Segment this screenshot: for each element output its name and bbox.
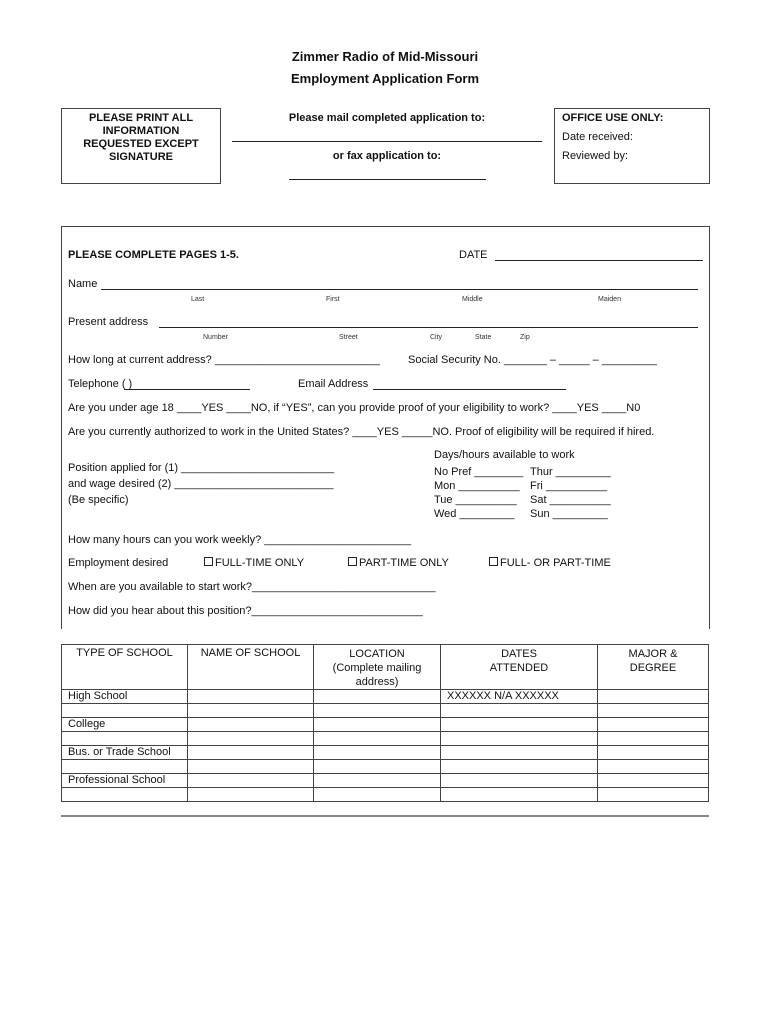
school-location-cell[interactable] <box>314 788 441 802</box>
part-time-label: PART-TIME ONLY <box>359 557 449 569</box>
school-name-cell[interactable] <box>188 718 314 732</box>
days-sat[interactable]: Sat __________ <box>530 494 611 506</box>
position-note: (Be specific) <box>68 494 129 506</box>
school-type-cell <box>62 760 188 774</box>
print-instructions-line: SIGNATURE <box>109 151 173 163</box>
school-major-cell[interactable] <box>598 788 709 802</box>
table-row <box>62 732 709 746</box>
office-use-title: OFFICE USE ONLY: <box>562 112 664 124</box>
school-type-cell <box>62 788 188 802</box>
address-sub-city: City <box>430 334 443 341</box>
fax-label: or fax application to: <box>332 150 442 162</box>
school-major-cell[interactable] <box>598 746 709 760</box>
mail-label: Please mail completed application to: <box>288 112 486 124</box>
date-received-label: Date received: <box>562 131 633 143</box>
checkbox-icon[interactable] <box>489 557 498 566</box>
school-dates-cell[interactable] <box>441 718 598 732</box>
school-location-cell[interactable] <box>314 774 441 788</box>
position-field-2[interactable]: and wage desired (2) __________________________ <box>68 478 334 490</box>
header-major-degree: MAJOR & DEGREE <box>598 645 709 690</box>
print-instructions-line: PLEASE PRINT ALL <box>88 112 194 124</box>
school-type-cell <box>62 704 188 718</box>
school-major-cell[interactable] <box>598 732 709 746</box>
name-field[interactable] <box>101 289 698 290</box>
address-sub-state: State <box>475 334 492 341</box>
school-location-cell[interactable] <box>314 732 441 746</box>
school-name-cell[interactable] <box>188 732 314 746</box>
date-field[interactable] <box>495 260 703 261</box>
school-dates-cell[interactable] <box>441 760 598 774</box>
mail-address-line[interactable] <box>232 141 542 142</box>
telephone-label: Telephone ( ) <box>68 378 133 390</box>
school-type-cell: High School <box>62 690 188 704</box>
school-name-cell[interactable] <box>188 774 314 788</box>
bottom-divider <box>61 815 709 817</box>
days-hours-list <box>434 465 611 521</box>
table-row <box>62 788 709 802</box>
position-field-1[interactable]: Position applied for (1) _________________________ <box>68 462 335 474</box>
school-dates-cell[interactable] <box>441 774 598 788</box>
table-row <box>62 746 709 760</box>
email-field[interactable] <box>373 389 566 390</box>
education-table <box>61 644 709 802</box>
school-name-cell[interactable] <box>188 704 314 718</box>
school-name-cell[interactable] <box>188 760 314 774</box>
school-type-cell <box>62 732 188 746</box>
school-location-cell[interactable] <box>314 760 441 774</box>
fax-number-line[interactable] <box>289 179 486 180</box>
date-label: DATE <box>459 249 488 261</box>
full-or-part-time-option[interactable] <box>489 557 611 569</box>
days-hours-title: Days/hours available to work <box>434 449 575 461</box>
school-dates-cell[interactable] <box>441 704 598 718</box>
checkbox-icon[interactable] <box>204 557 213 566</box>
full-time-option[interactable] <box>204 557 304 569</box>
hours-weekly-field[interactable]: How many hours can you work weekly? ________________________ <box>68 534 412 546</box>
checkbox-icon[interactable] <box>348 557 357 566</box>
header-dates-attended: DATES ATTENDED <box>441 645 598 690</box>
table-row <box>62 690 709 704</box>
print-instructions-line: REQUESTED EXCEPT <box>83 138 199 150</box>
start-work-field[interactable]: When are you available to start work?______________________________ <box>68 581 436 593</box>
school-major-cell[interactable] <box>598 760 709 774</box>
header-type-of-school: TYPE OF SCHOOL <box>62 645 188 690</box>
email-label: Email Address <box>298 378 369 390</box>
form-title-line1: Zimmer Radio of Mid-Missouri <box>291 49 479 64</box>
form-title-line2: Employment Application Form <box>290 71 480 86</box>
school-location-cell[interactable] <box>314 690 441 704</box>
employment-desired-label: Employment desired <box>68 557 169 569</box>
name-sub-first: First <box>326 296 340 303</box>
days-thur[interactable]: Thur _________ <box>530 466 611 478</box>
table-row <box>62 704 709 718</box>
telephone-field[interactable] <box>124 389 250 390</box>
school-major-cell[interactable] <box>598 690 709 704</box>
education-header-row <box>62 645 709 690</box>
how-long-field[interactable]: How long at current address? ___________________________ <box>68 354 380 366</box>
header-name-of-school: NAME OF SCHOOL <box>188 645 314 690</box>
address-field[interactable] <box>159 327 698 328</box>
school-type-cell: Professional School <box>62 774 188 788</box>
school-dates-cell[interactable] <box>441 788 598 802</box>
part-time-option[interactable] <box>348 557 449 569</box>
school-major-cell[interactable] <box>598 774 709 788</box>
work-authorization-question[interactable]: Are you currently authorized to work in the United States? ____YES _____NO. Proof of eligibility will be required if hired. <box>68 426 655 438</box>
reviewed-by-label: Reviewed by: <box>562 150 629 162</box>
days-fri[interactable]: Fri __________ <box>530 480 608 492</box>
school-location-cell[interactable] <box>314 704 441 718</box>
school-location-cell[interactable] <box>314 746 441 760</box>
full-or-part-time-label: FULL- OR PART-TIME <box>500 557 611 569</box>
days-mon[interactable]: Mon __________ <box>434 480 520 492</box>
print-instructions-box <box>61 108 221 184</box>
table-row <box>62 774 709 788</box>
school-type-cell: College <box>62 718 188 732</box>
name-sub-maiden: Maiden <box>598 296 621 303</box>
school-major-cell[interactable] <box>598 704 709 718</box>
name-sub-last: Last <box>191 296 205 303</box>
name-label: Name <box>68 278 98 290</box>
table-row <box>62 760 709 774</box>
address-sub-zip: Zip <box>520 334 530 341</box>
school-type-cell: Bus. or Trade School <box>62 746 188 760</box>
under-18-question[interactable]: Are you under age 18 ____YES ____NO, if “YES”, can you provide proof of your eligibility to work? ____YES ____N0 <box>68 402 641 414</box>
complete-pages-note: PLEASE COMPLETE PAGES 1-5. <box>68 249 239 261</box>
days-tue[interactable]: Tue __________ <box>434 494 517 506</box>
address-sub-street: Street <box>339 334 358 341</box>
school-dates-cell: XXXXXX N/A XXXXXX <box>441 690 598 704</box>
table-row <box>62 718 709 732</box>
school-name-cell[interactable] <box>188 746 314 760</box>
school-major-cell[interactable] <box>598 718 709 732</box>
school-location-cell[interactable] <box>314 718 441 732</box>
hear-about-field[interactable]: How did you hear about this position?____________________________ <box>68 605 423 617</box>
address-sub-number: Number <box>203 334 228 341</box>
days-sun[interactable]: Sun _________ <box>530 508 608 520</box>
address-label: Present address <box>68 316 149 328</box>
school-name-cell[interactable] <box>188 788 314 802</box>
print-instructions-line: INFORMATION <box>102 125 180 137</box>
days-wed[interactable]: Wed _________ <box>434 508 515 520</box>
school-dates-cell[interactable] <box>441 746 598 760</box>
full-time-label: FULL-TIME ONLY <box>215 557 305 569</box>
school-dates-cell[interactable] <box>441 732 598 746</box>
name-sub-middle: Middle <box>462 296 483 303</box>
days-pref[interactable]: No Pref ________ <box>434 466 524 478</box>
header-location: LOCATION (Complete mailing address) <box>314 645 441 690</box>
ssn-field[interactable]: Social Security No. _______ – _____ – _________ <box>408 354 657 366</box>
school-name-cell[interactable] <box>188 690 314 704</box>
office-use-box <box>554 108 710 184</box>
